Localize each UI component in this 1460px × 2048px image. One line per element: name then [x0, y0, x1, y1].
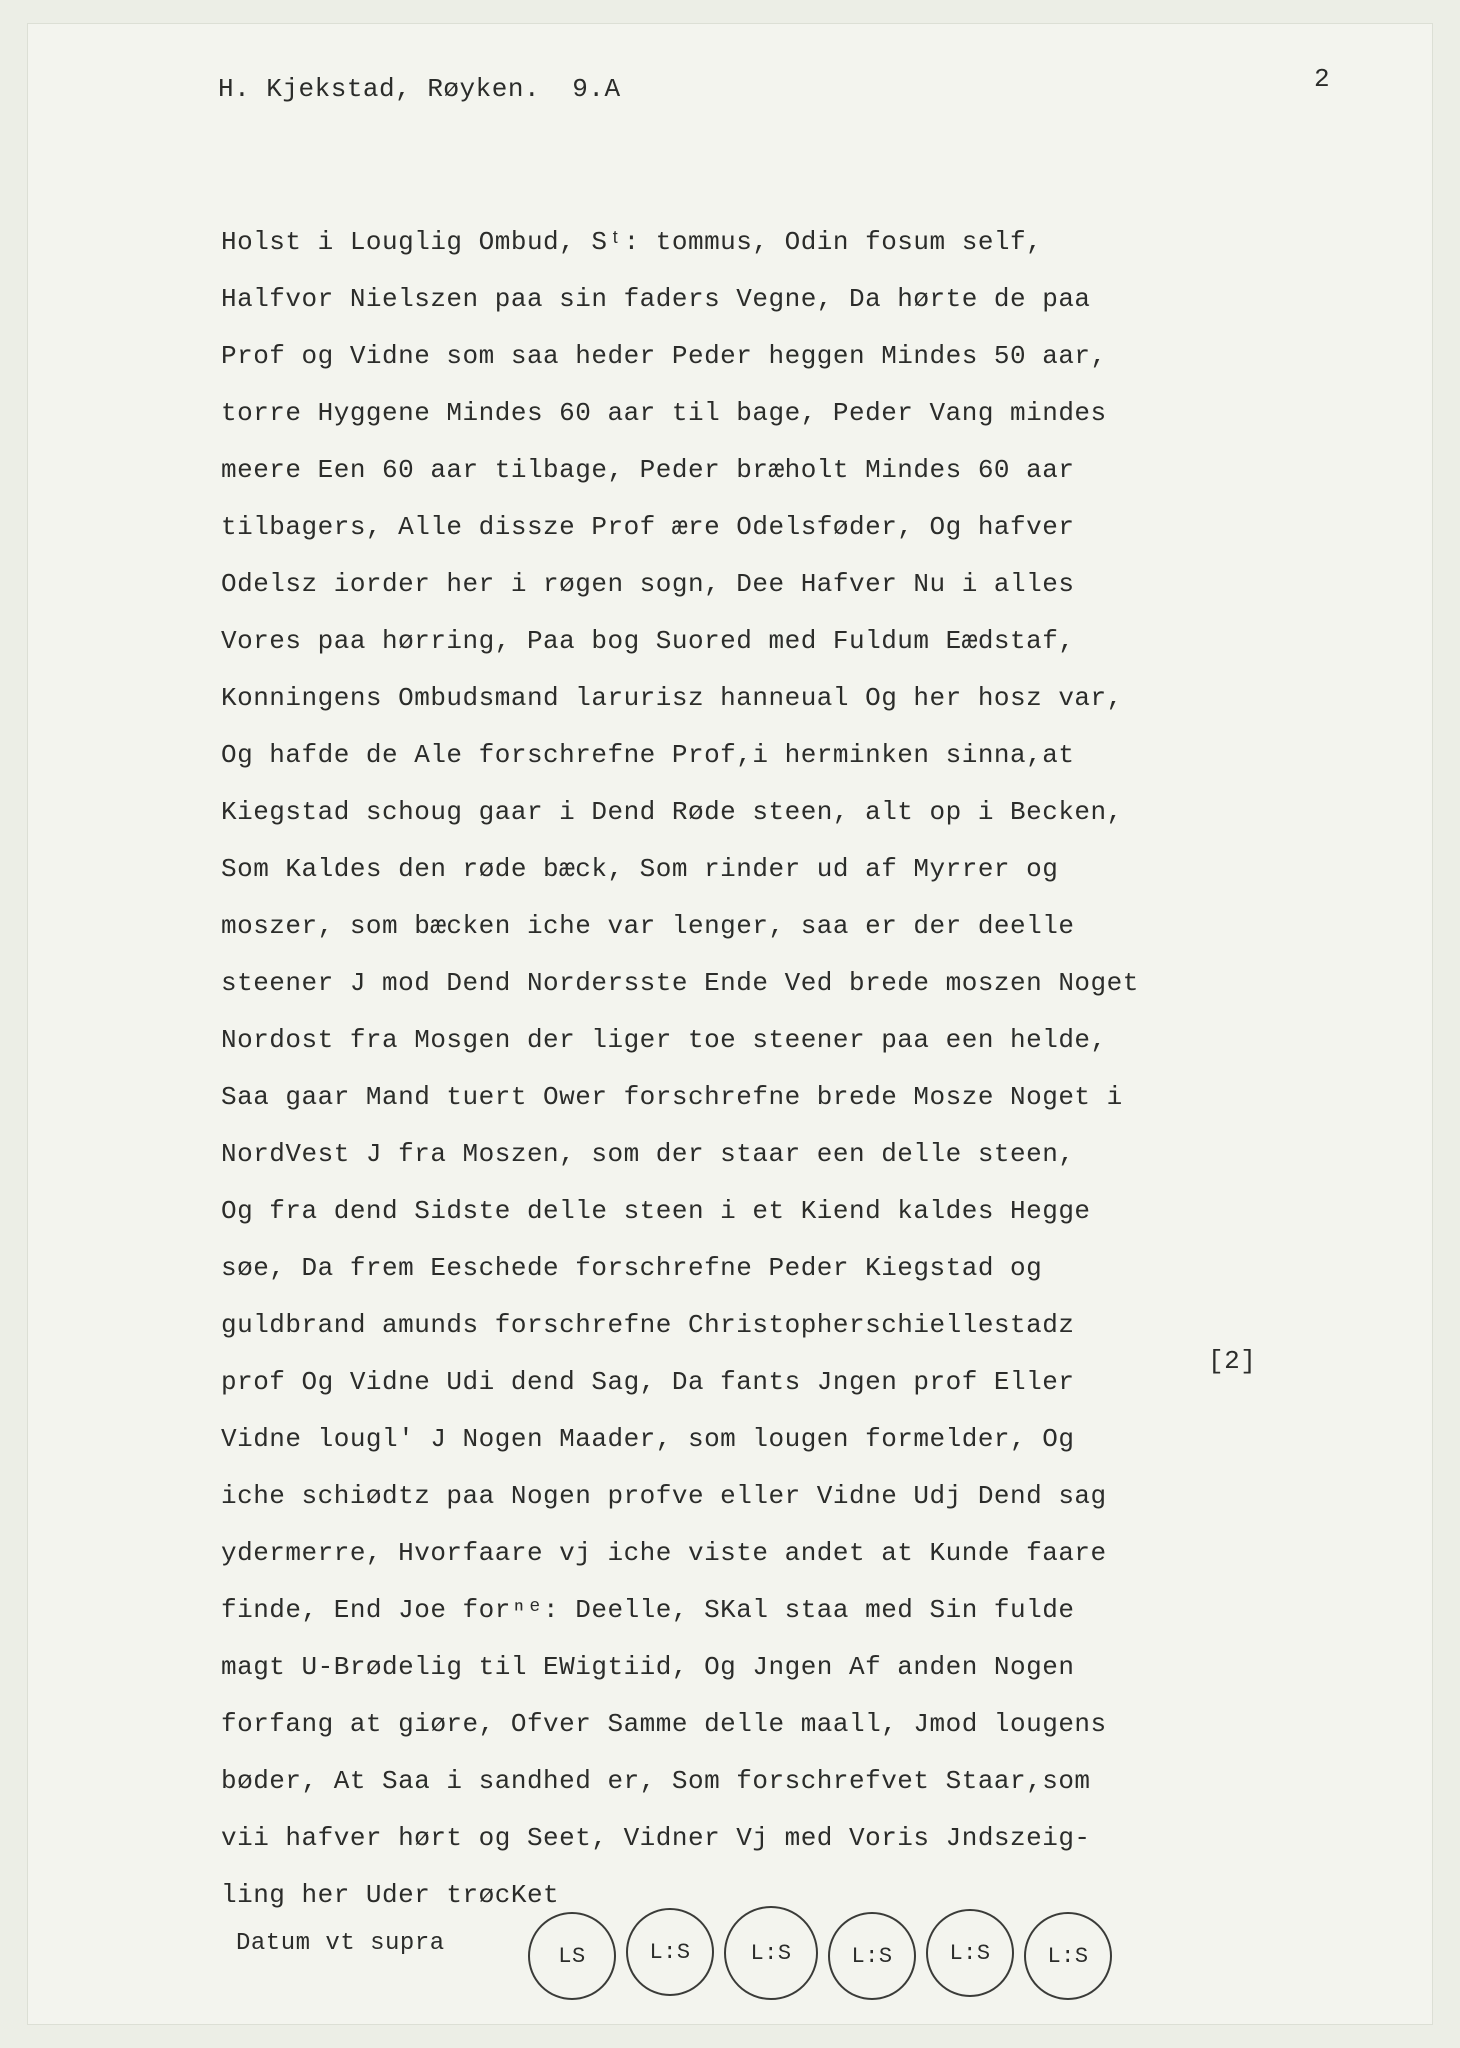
text-line: Saa gaar Mand tuert Ower forschrefne brede Mosze Noget i — [221, 1082, 1123, 1112]
text-line: Nordost fra Mosgen der liger toe steener paa een helde, — [221, 1025, 1107, 1055]
datum-line: Datum vt supra — [236, 1930, 445, 1957]
document-page — [28, 24, 1432, 2024]
text-line: steener J mod Dend Nordersste Ende Ved brede moszen Noget — [221, 968, 1139, 998]
text-line: bøder, At Saa i sandhed er, Som forschrefvet Staar,som — [221, 1766, 1091, 1796]
text-line: prof Og Vidne Udi dend Sag, Da fants Jngen prof Eller — [221, 1367, 1075, 1397]
seal-stamp: L:S — [1024, 1912, 1112, 2000]
text-line: ling her Uder trøcKet — [221, 1880, 560, 1910]
page-number: 2 — [1314, 64, 1331, 94]
text-line: magt U-Brødelig til EWigtiid, Og Jngen Af anden Nogen — [221, 1652, 1075, 1682]
document-header: H. Kjekstad, Røyken. 9.A — [218, 74, 621, 104]
text-line: Vores paa hørring, Paa bog Suored med Fuldum Eædstaf, — [221, 626, 1075, 656]
text-line: finde, End Joe forⁿᵉ: Deelle, SKal staa med Sin fulde — [221, 1595, 1075, 1625]
seal-stamp: L:S — [828, 1912, 916, 2000]
text-line: Halfvor Nielszen paa sin faders Vegne, Da hørte de paa — [221, 284, 1091, 314]
text-line: Konningens Ombudsmand larurisz hanneual Og her hosz var, — [221, 683, 1123, 713]
seal-stamp: LS — [528, 1912, 616, 2000]
seal-stamp: L:S — [724, 1906, 818, 2000]
text-line: vii hafver hørt og Seet, Vidner Vj med Voris Jndszeig- — [221, 1823, 1091, 1853]
text-line: iche schiødtz paa Nogen profve eller Vidne Udj Dend sag — [221, 1481, 1107, 1511]
text-line: meere Een 60 aar tilbage, Peder bræholt Mindes 60 aar — [221, 455, 1075, 485]
text-line: guldbrand amunds forschrefne Christopherschiellestadz — [221, 1310, 1075, 1340]
text-line: ydermerre, Hvorfaare vj iche viste andet at Kunde faare — [221, 1538, 1107, 1568]
text-line: Prof og Vidne som saa heder Peder heggen Mindes 50 aar, — [221, 341, 1107, 371]
text-line: Og hafde de Ale forschrefne Prof,i herminken sinna,at — [221, 740, 1075, 770]
text-line: NordVest J fra Moszen, som der staar een delle steen, — [221, 1139, 1075, 1169]
seal-row — [528, 1912, 1112, 2006]
text-line: torre Hyggene Mindes 60 aar til bage, Peder Vang mindes — [221, 398, 1107, 428]
text-line: Vidne lougl' J Nogen Maader, som lougen formelder, Og — [221, 1424, 1075, 1454]
text-line: moszer, som bæcken iche var lenger, saa er der deelle — [221, 911, 1075, 941]
text-line: Holst i Louglig Ombud, Sᵗ: tommus, Odin fosum self, — [221, 227, 1043, 257]
text-line: Kiegstad schoug gaar i Dend Røde steen, alt op i Becken, — [221, 797, 1123, 827]
text-line: Og fra dend Sidste delle steen i et Kiend kaldes Hegge — [221, 1196, 1091, 1226]
seal-stamp: L:S — [926, 1909, 1014, 1997]
seal-stamp: L:S — [626, 1908, 714, 1996]
text-line: Odelsz iorder her i røgen sogn, Dee Hafver Nu i alles — [221, 569, 1075, 599]
text-line: søe, Da frem Eeschede forschrefne Peder Kiegstad og — [221, 1253, 1043, 1283]
margin-page-reference: [2] — [1208, 1346, 1257, 1376]
document-body — [221, 214, 1139, 1924]
text-line: tilbagers, Alle dissze Prof ære Odelsføder, Og hafver — [221, 512, 1075, 542]
text-line: Som Kaldes den røde bæck, Som rinder ud af Myrrer og — [221, 854, 1059, 884]
text-line: forfang at giøre, Ofver Samme delle maall, Jmod lougens — [221, 1709, 1107, 1739]
